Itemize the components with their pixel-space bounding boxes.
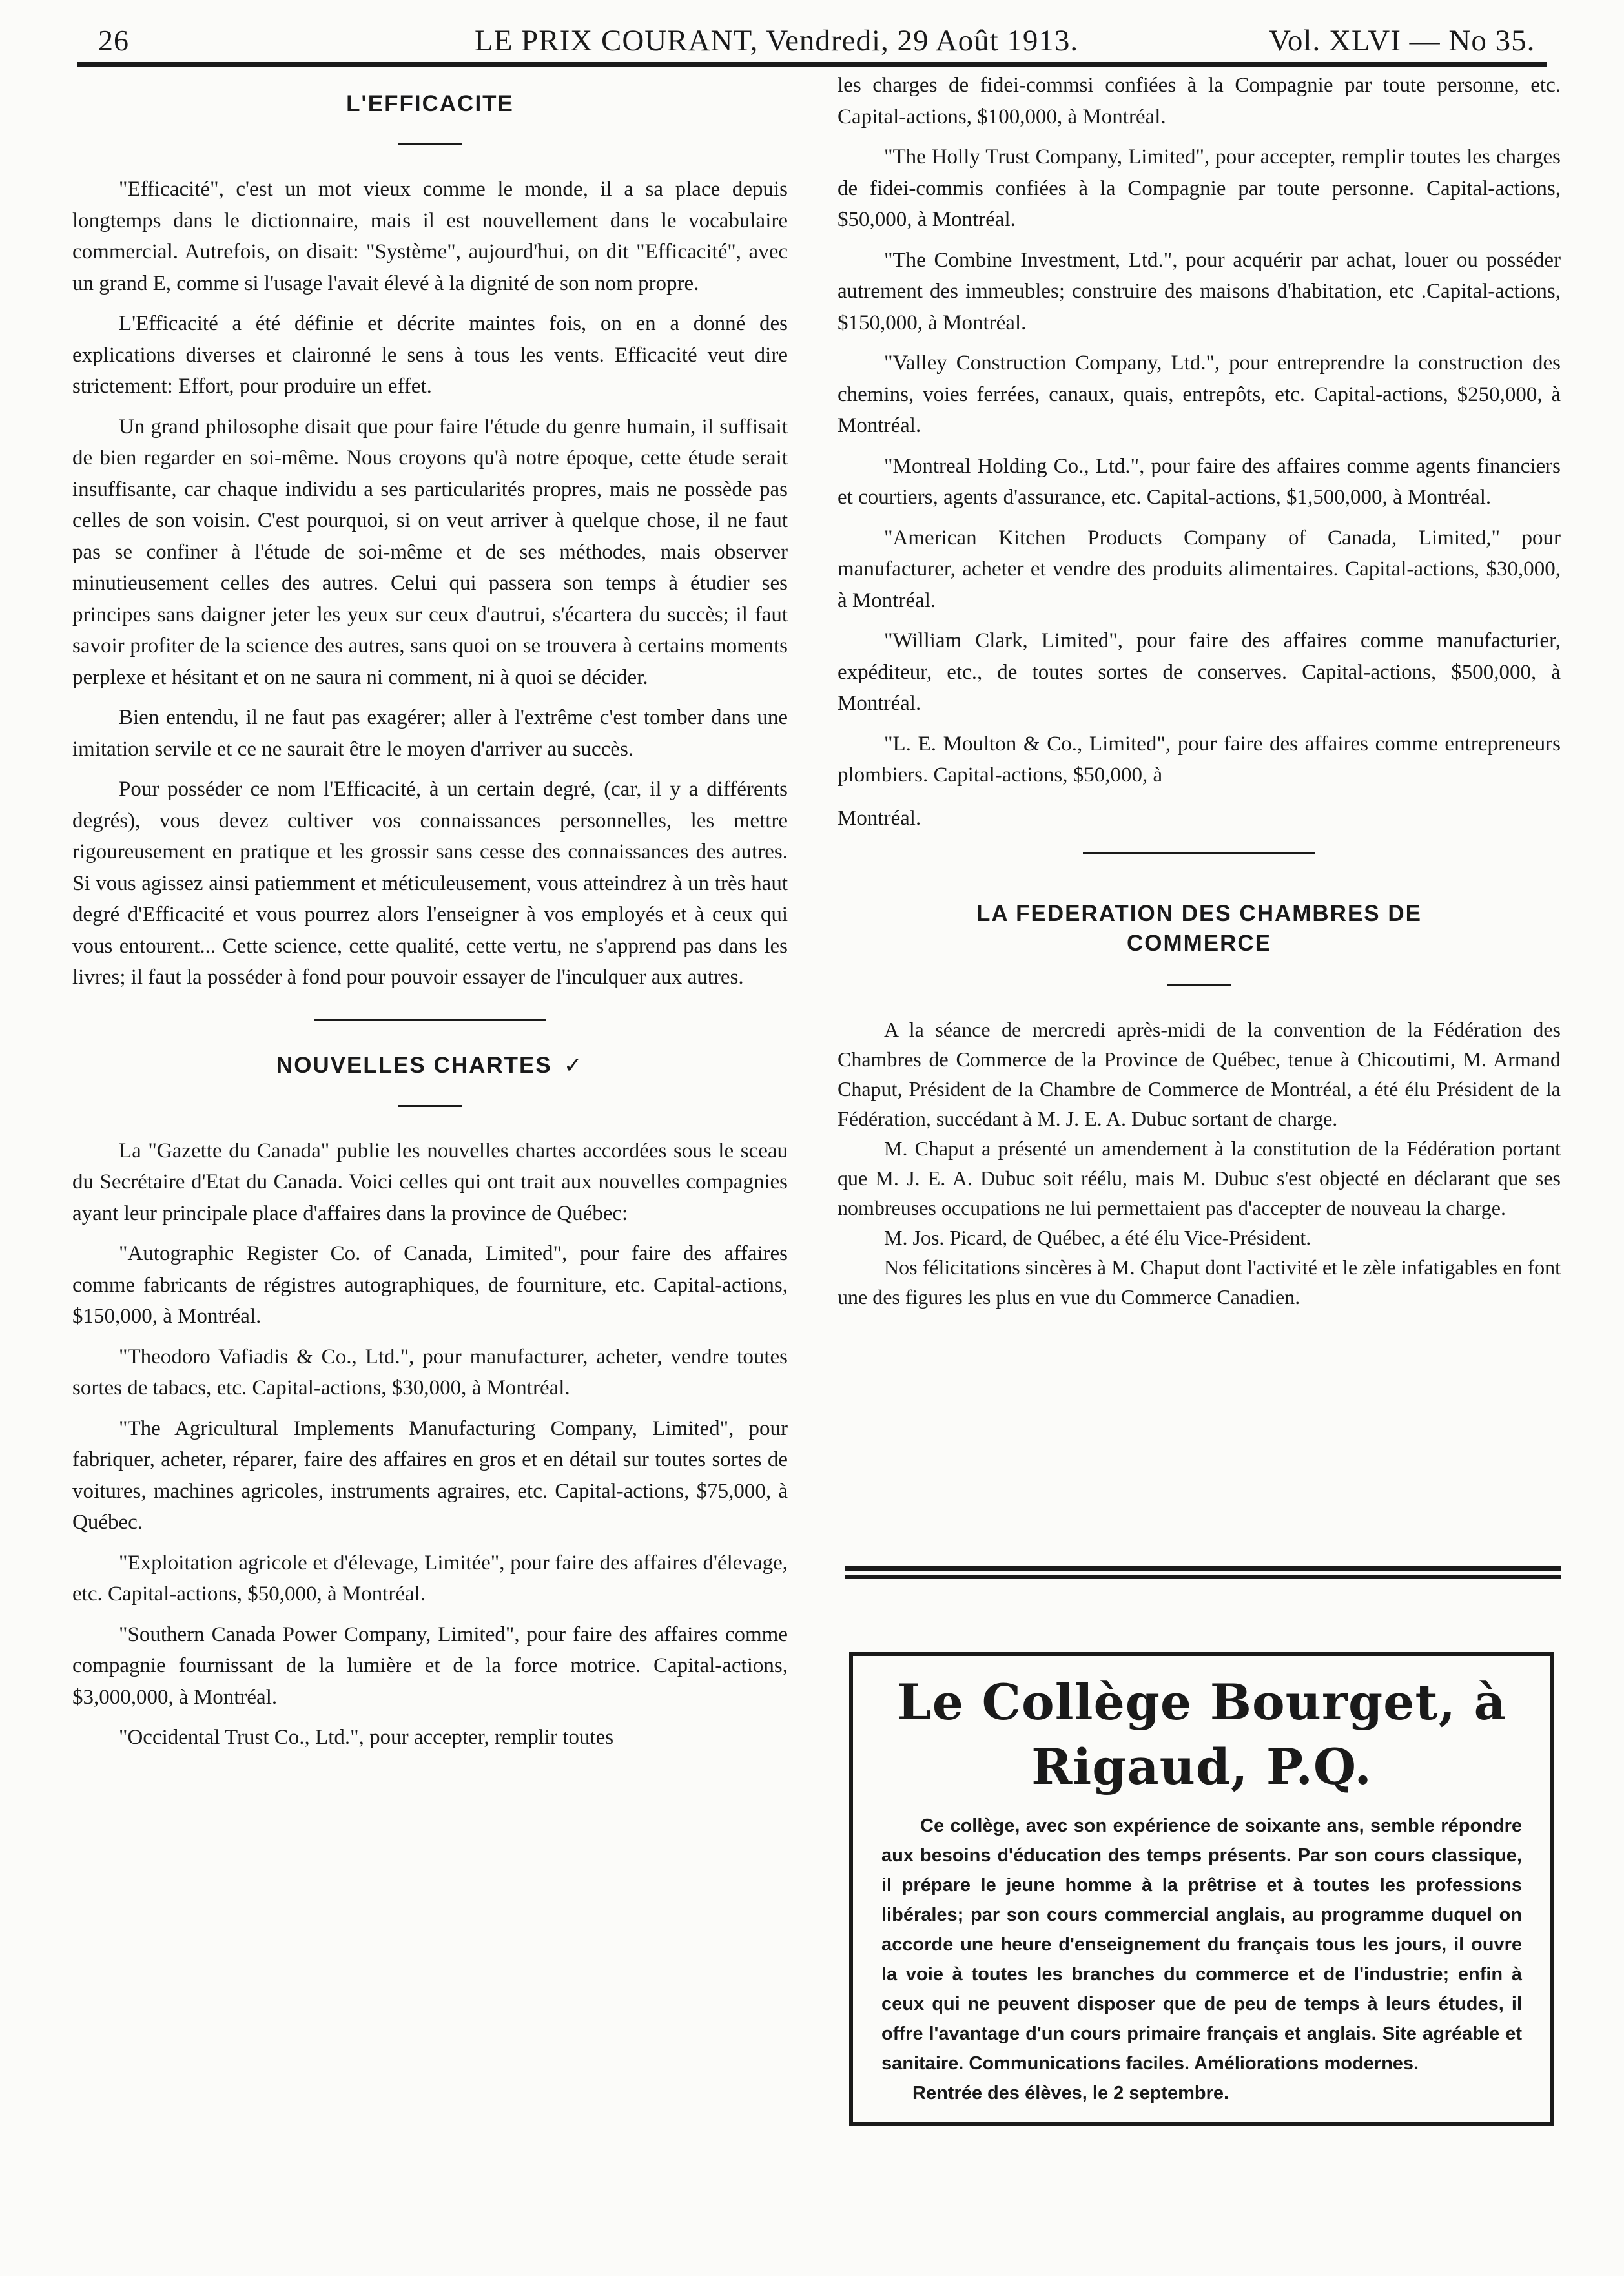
- article-paragraph: A la séance de mercredi après-midi de la convention de la Fédération des Chambres de Commerce de la Province de Québec, tenue à Chicoutimi, M. Armand Chaput, Président de la Chambre de Commerce de Montréal, a été élu Président de la Fédération, succédant à M. J. E. A. Dubuc sortant de charge.: [838, 1018, 1561, 1130]
- federation-heading: [838, 899, 1561, 958]
- check-mark-icon: ✓: [563, 1052, 584, 1079]
- chartes-heading: [72, 1051, 788, 1081]
- charter-entry: "American Kitchen Products Company of Canada, Limited," pour manufacturer, acheter et vendre des produits alimentaires. Capital-actions, $30,000, à Montréal.: [838, 526, 1561, 612]
- college-advertisement: [849, 1652, 1554, 2126]
- charter-entry: "Autographic Register Co. of Canada, Limited", pour faire des affaires comme fabricants de régistres autographiques, de fourniture, etc. Capital-actions, $150,000, à Montréal.: [72, 1242, 788, 1328]
- article-paragraph: M. Chaput a présenté un amendement à la constitution de la Fédération portant que M. J. E. A. Dubuc soit réélu, mais M. Dubuc s'est objecté en déclarant que ses nombreuses occupations ne lui permettaient pas d'accepter de nouveau la charge.: [838, 1137, 1561, 1219]
- charter-last-line: Montréal.: [838, 806, 921, 830]
- divider: [314, 1019, 546, 1021]
- charter-entry: "The Combine Investment, Ltd.", pour acquérir par achat, louer ou posséder autrement des immeubles; construire des maisons d'habitation, etc .Capital-actions, $150,000, à Montréal.: [838, 248, 1561, 335]
- efficacite-article: [72, 174, 788, 993]
- federation-heading-line: COMMERCE: [1126, 931, 1272, 956]
- article-paragraph: "Efficacité", c'est un mot vieux comme le monde, il a sa place depuis longtemps dans le dictionnaire, mais il est nouvellement dans le vocabulaire commercial. Autrefois, on disait: "Système", aujourd'hui, on dit "Efficacité", avec un grand E, comme si l'usage l'avait élevé à la dignité de son nom propre.: [72, 178, 788, 295]
- article-paragraph: Bien entendu, il ne faut pas exagérer; aller à l'extrême c'est tomber dans une imitation servile et ce ne saurait être le moyen d'arriver au succès.: [72, 706, 788, 761]
- ad-body: Ce collège, avec son expérience de soixante ans, semble répondre aux besoins d'éducation des temps présents. Par son cours classique, il prépare le jeune homme à la prêtrise et à toutes les professions libérales; par son cours commercial anglais, au programme duquel on accorde une heure d'enseignement du français tous les jours, il ouvre la voie à toutes les branches du commerce et de l'industrie; enfin à ceux qui ne peuvent disposer que de peu de temps à leurs études, il offre l'avantage d'un cours primaire français et anglais. Site agréable et sanitaire. Communications faciles. Améliorations modernes.: [881, 1816, 1522, 2074]
- chartes-intro: La "Gazette du Canada" publie les nouvelles chartes accordées sous le sceau du Secrétaire d'Etat du Canada. Voici celles qui ont trait aux nouvelles compagnies ayant leur principale place d'affaires dans la province de Québec:: [72, 1139, 788, 1225]
- divider: [398, 143, 462, 145]
- chartes-article: [72, 1135, 788, 1754]
- efficacite-heading: L'EFFICACITE: [346, 91, 514, 116]
- federation-article: [838, 1015, 1561, 1312]
- charter-entry: "Theodoro Vafiadis & Co., Ltd.", pour manufacturer, acheter, vendre toutes sortes de tabacs, etc. Capital-actions, $30,000, à Montréal.: [72, 1345, 788, 1400]
- article-paragraph: L'Efficacité a été définie et décrite maintes fois, on en a donné des explications diverses et claironné le sens à tous les vents. Efficacité veut dire strictement: Effort, pour produire un effet.: [72, 312, 788, 398]
- ad-footer: Rentrée des élèves, le 2 septembre.: [912, 2083, 1229, 2104]
- divider: [1167, 984, 1231, 986]
- divider: [1083, 852, 1315, 854]
- charter-entry: "William Clark, Limited", pour faire des affaires comme manufacturier, expéditeur, etc., de toutes sortes de conserves. Capital-actions, $500,000, à Montréal.: [838, 629, 1561, 715]
- article-paragraph: Un grand philosophe disait que pour faire l'étude du genre humain, il suffisait de bien regarder en soi-même. Nous croyons qu'à notre époque, cette étude serait insuffisante, car chaque individu a ses particularités propres, mais ne possède pas celles de son voisin. C'est pourquoi, si on veut arriver à quelque chose, il ne faut pas se confiner à l'étude de soi-même et de ses méthodes, mais observer minutieusement celles des autres. Celui qui passera son temps à étudier ses principes sans daigner jeter les yeux sur ceux d'autrui, s'écartera du succès; il faut savoir profiter de la science des autres, sans quoi on se trouvera à certains moments perplexe et hésitant et on ne saura ni comment, ni à quoi se décider.: [72, 415, 788, 689]
- charter-entry: "Montreal Holding Co., Ltd.", pour faire des affaires comme agents financiers et courtiers, agents d'assurance, etc. Capital-actions, $1,500,000, à Montréal.: [838, 454, 1561, 509]
- ad-title: Le Collège Bourget, à Rigaud, P.Q.: [897, 1673, 1506, 1795]
- volume-number: Vol. XLVI — No 35.: [1269, 24, 1536, 57]
- charter-entry: "Exploitation agricole et d'élevage, Limitée", pour faire des affaires d'élevage, etc. Capital-actions, $50,000, à Montréal.: [72, 1551, 788, 1606]
- charter-entry: "Southern Canada Power Company, Limited", pour faire des affaires comme compagnie fournissant de la lumière et de la force motrice. Capital-actions, $3,000,000, à Montréal.: [72, 1622, 788, 1709]
- header-rule: [77, 62, 1547, 67]
- article-paragraph: Nos félicitations sincères à M. Chaput dont l'activité et le zèle infatigables en font une des figures les plus en vue du Commerce Canadien.: [838, 1256, 1561, 1309]
- charter-entry: "Valley Construction Company, Ltd.", pour entreprendre la construction des chemins, voies ferrées, canaux, quais, entrepôts, etc. Capital-actions, $250,000, à Montréal.: [838, 351, 1561, 437]
- newspaper-title: LE PRIX COURANT, Vendredi, 29 Août 1913.: [475, 24, 1079, 57]
- charter-entry: "Occidental Trust Co., Ltd.", pour accepter, remplir toutes: [119, 1726, 614, 1749]
- divider: [398, 1105, 462, 1107]
- page-number: 26: [98, 24, 129, 57]
- left-column: [72, 70, 788, 1763]
- ad-separator-rule: [845, 1566, 1561, 1583]
- charter-continuation: les charges de fidei-commsi confiées à la Compagnie par toute personne, etc. Capital-actions, $100,000, à Montréal.: [838, 74, 1561, 129]
- charter-entry: "The Agricultural Implements Manufacturing Company, Limited", pour fabriquer, acheter, réparer, faire des affaires en gros et en détail sur toutes sortes de voitures, machines agricoles, instruments agraires, etc. Capital-actions, $75,000, à Québec.: [72, 1416, 788, 1534]
- charter-entry: "L. E. Moulton & Co., Limited", pour faire des affaires comme entrepreneurs plombiers. Capital-actions, $50,000, à: [838, 732, 1561, 787]
- federation-heading-line: LA FEDERATION DES CHAMBRES DE: [976, 901, 1422, 926]
- charter-entry: "The Holly Trust Company, Limited", pour accepter, remplir toutes les charges de fidei-commis confiées à la Compagnie par toute personne. Capital-actions, $50,000, à Montréal.: [838, 145, 1561, 231]
- article-paragraph: M. Jos. Picard, de Québec, a été élu Vice-Président.: [884, 1226, 1311, 1249]
- chartes-heading-text: NOUVELLES CHARTES: [276, 1052, 552, 1078]
- right-column: [838, 70, 1561, 1312]
- article-paragraph: Pour posséder ce nom l'Efficacité, à un certain degré, (car, il y a différents degrés), vous devez cultiver vos connaissances personnelles, les mettre rigoureusement en pratique et les grossir sans cesse des connaissances des autres. Si vous agissez ainsi patiemment et méticuleusement, vous atteindrez à un très haut degré d'Efficacité et vous pourrez alors l'enseigner à vos employés et à ceux qui vous entourent... Cette science, cette qualité, cette vertu, ne s'apprend pas dans les livres; il faut la posséder à fond pour pouvoir essayer de l'inculquer aux autres.: [72, 778, 788, 989]
